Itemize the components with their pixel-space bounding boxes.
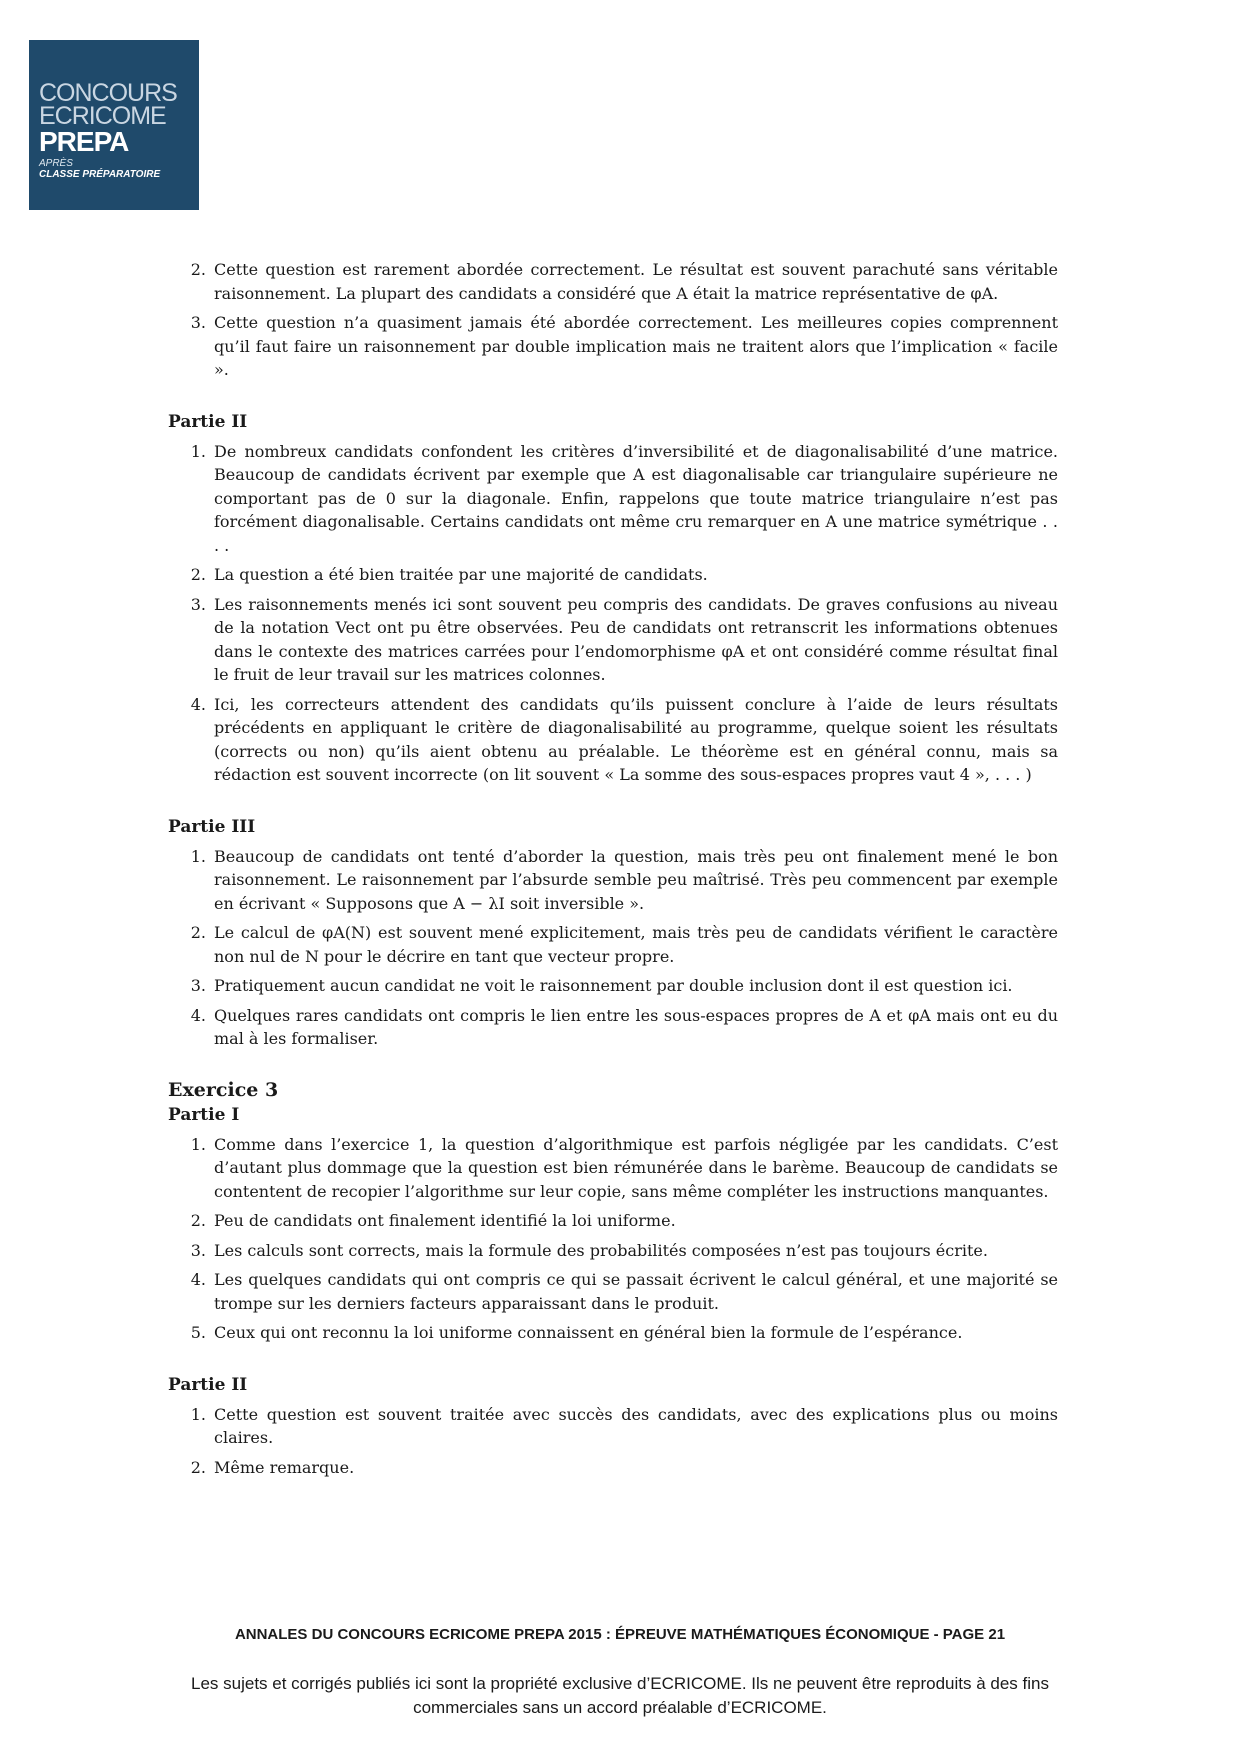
item-number: 2. xyxy=(190,1211,206,1230)
list-item xyxy=(168,921,1058,968)
logo-line-prepa: PREPA xyxy=(39,126,129,157)
list-item xyxy=(168,1321,1058,1345)
item-text: Les quelques candidats qui ont compris ce qui se passait écrivent le calcul général, et une majorité se trompe sur les derniers facteurs apparaissant dans le produit. xyxy=(214,1270,1058,1313)
item-number: 4. xyxy=(190,1270,206,1289)
logo-line-concours: CONCOURS xyxy=(39,79,177,107)
partie-ii-list xyxy=(168,440,1058,787)
item-text: Ici, les correcteurs attendent des candidats qu’ils puissent conclure à l’aide de leurs résultats précédents en appliquant le critère de diagonalisabilité au programme, quelque soient les résultats (corrects ou non) qu’ils aient obtenu au préalable. Le théorème est en général connu, mais sa rédaction est souvent incorrecte (on lit souvent « La somme des sous-espaces propres vaut 4 », . . . ) xyxy=(214,694,1058,784)
item-text: Même remarque. xyxy=(214,1457,355,1477)
item-text: Pratiquement aucun candidat ne voit le raisonnement par double inclusion dont il est question ici. xyxy=(214,976,1013,995)
item-text: La question a été bien traitée par une majorité de candidats. xyxy=(214,565,708,584)
item-number: 2. xyxy=(190,923,206,942)
list-item xyxy=(168,1403,1058,1450)
list-item xyxy=(168,845,1058,916)
list-item xyxy=(168,1456,1058,1480)
item-number: 1. xyxy=(190,441,206,461)
list-item xyxy=(168,258,1058,305)
list-item xyxy=(168,1268,1058,1315)
logo-line-classe: CLASSE PRÉPARATOIRE xyxy=(39,169,161,180)
footer-title: ANNALES DU CONCOURS ECRICOME PREPA 2015 : ÉPREUVE MATHÉMATIQUES ÉCONOMIQUE - PAGE 21 xyxy=(234,1626,1006,1643)
item-text: Beaucoup de candidats ont tenté d’aborder la question, mais très peu ont finalement mené le bon raisonnement. Le raisonnement par l’absurde semble peu maîtrisé. Très peu commencent par exemple en écrivant « Supposons que A − λI soit inversible ». xyxy=(214,846,1058,913)
exercise-title: Exercice 3 xyxy=(168,1078,279,1101)
item-number: 5. xyxy=(190,1323,206,1342)
report-content xyxy=(168,258,1058,1485)
item-text: Cette question est rarement abordée correctement. Le résultat est souvent parachuté sans véritable raisonnement. La plupart des candidats a considéré que A était la matrice représentative de φA. xyxy=(214,260,1058,303)
item-text: Le calcul de φA(N) est souvent mené explicitement, mais très peu de candidats vérifient le caractère non nul de N pour le décrire en tant que vecteur propre. xyxy=(214,923,1058,966)
item-number: 3. xyxy=(190,976,206,995)
item-number: 3. xyxy=(190,313,206,332)
item-text: De nombreux candidats confondent les critères d’inversibilité et de diagonalisabilité d’une matrice. Beaucoup de candidats écrivent par exemple que A est diagonalisable car triangulaire supérieure ne comportant pas de 0 sur la diagonale. Enfin, rappelons que toute matrice triangulaire n’est pas forcément diagonalisable. Certains candidats ont même cru remarquer en A une matrice symétrique . . . . xyxy=(214,441,1058,555)
list-item xyxy=(168,693,1058,787)
section-heading-ex3-partie-ii: Partie II xyxy=(168,1374,248,1395)
list-item xyxy=(168,1133,1058,1204)
list-item xyxy=(168,593,1058,687)
item-number: 4. xyxy=(190,694,206,714)
item-number: 4. xyxy=(190,1005,206,1025)
item-number: 3. xyxy=(190,1240,206,1260)
list-item xyxy=(168,974,1058,998)
item-number: 2. xyxy=(190,1457,206,1477)
partie-iii-list xyxy=(168,845,1058,1051)
list-item xyxy=(168,563,1058,587)
item-text: Les calculs sont corrects, mais la formule des probabilités composées n’est pas toujours écrite. xyxy=(214,1240,988,1260)
item-text: Comme dans l’exercice 1, la question d’algorithmique est parfois négligée par les candidats. C’est d’autant plus dommage que la question est bien rémunérée dans le barème. Beaucoup de candidats se contentent de recopier l’algorithme sur leur copie, sans même compléter les instructions manquantes. xyxy=(214,1134,1058,1201)
item-text: Ceux qui ont reconnu la loi uniforme connaissent en général bien la formule de l’espérance. xyxy=(214,1323,963,1342)
item-number: 2. xyxy=(190,260,206,279)
logo-line-apres: APRÈS xyxy=(39,158,73,169)
item-text: Cette question n’a quasiment jamais été abordée correctement. Les meilleures copies comprennent qu’il faut faire un raisonnement par double implication mais ne traitent alors que l’implication « facile ». xyxy=(214,313,1058,379)
section-heading-ex3-partie-i: Partie I xyxy=(168,1104,240,1125)
item-text: Cette question est souvent traitée avec succès des candidats, avec des explications plus ou moins claires. xyxy=(214,1404,1058,1447)
list-item xyxy=(168,440,1058,558)
item-number: 1. xyxy=(190,1404,206,1424)
section-heading-partie-iii: Partie III xyxy=(168,816,256,837)
ex3-partie-ii-list xyxy=(168,1403,1058,1480)
ex3-partie-i-list xyxy=(168,1133,1058,1345)
item-number: 2. xyxy=(190,565,206,584)
list-item xyxy=(168,1004,1058,1051)
item-text: Quelques rares candidats ont compris le lien entre les sous-espaces propres de A et φA mais ont eu du mal à les formaliser. xyxy=(214,1005,1058,1048)
list-item xyxy=(168,1239,1058,1263)
logo-line-ecricome: ECRICOME xyxy=(39,102,166,130)
item-number: 1. xyxy=(190,1134,206,1154)
list-item xyxy=(168,311,1058,382)
footer-copyright-note: Les sujets et corrigés publiés ici sont la propriété exclusive d’ECRICOME. Ils ne peuvent être reproduits à des fins commerciales sans un accord préalable d’ECRICOME. xyxy=(191,1674,1049,1717)
item-number: 1. xyxy=(190,846,206,866)
item-number: 3. xyxy=(190,594,206,614)
item-text: Les raisonnements menés ici sont souvent peu compris des candidats. De graves confusions au niveau de la notation Vect ont pu être observées. Peu de candidats ont retranscrit les informations obtenues dans le contexte des matrices carrées pour l’endomorphisme φA et ont considéré comme résultat final le fruit de leur travail sur les matrices colonnes. xyxy=(214,594,1058,684)
ecricome-logo xyxy=(29,40,199,210)
section-heading-partie-ii: Partie II xyxy=(168,411,248,432)
list-item xyxy=(168,1209,1058,1233)
item-text: Peu de candidats ont finalement identifié la loi uniforme. xyxy=(214,1211,676,1230)
continuation-list xyxy=(168,258,1058,382)
